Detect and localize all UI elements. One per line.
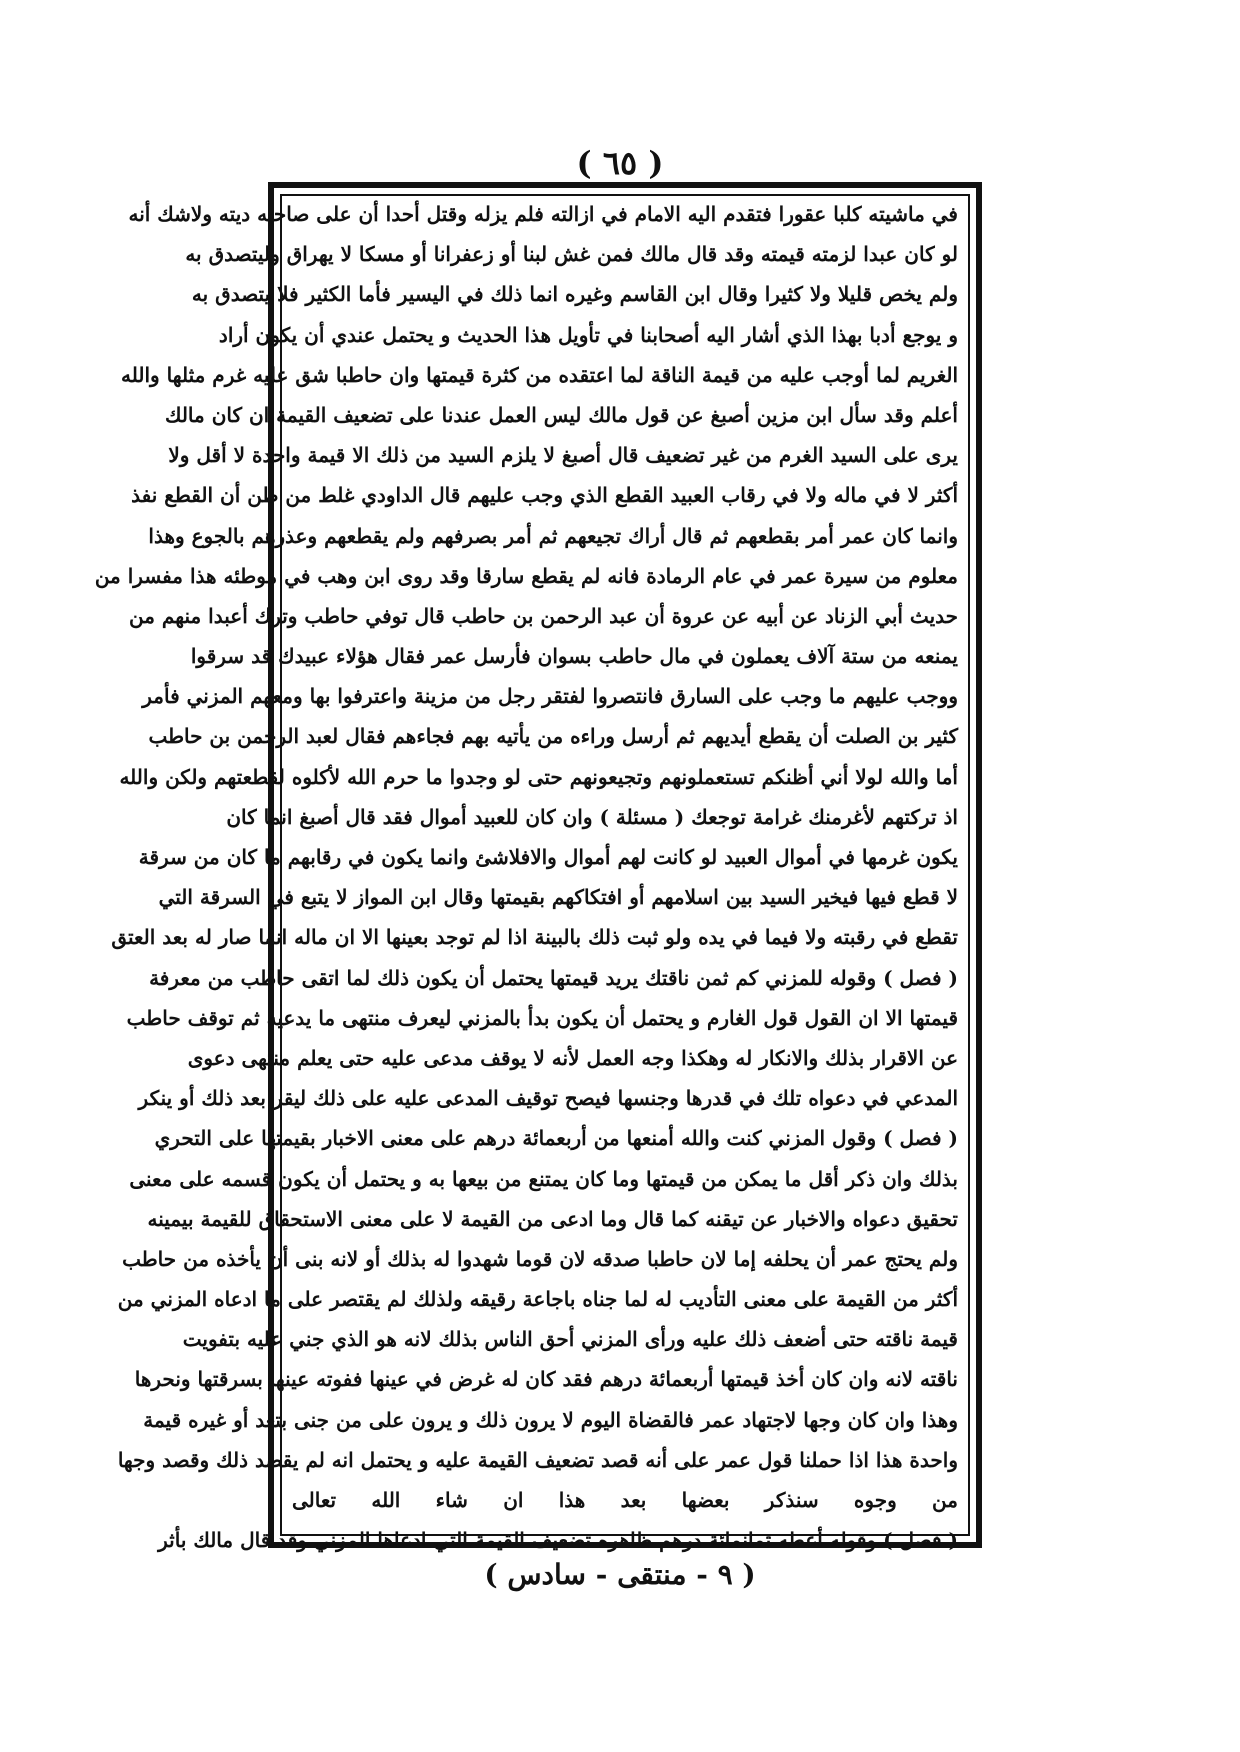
body-text: [94, 194, 958, 1560]
text-line: ولم يحتج عمر أن يحلفه إما لان حاطبا صدقه لان قوما شهدوا له بذلك أو لانه بنى أن يأخذه من حاطب: [122, 1246, 958, 1271]
text-line: تقطع في رقبته ولا فيما في يده ولو ثبت ذلك بالبينة اذا لم توجد بعينها الا ان ماله انما صار له بعد العتق: [111, 925, 958, 950]
text-line: ( فصل ) وقوله للمزني كم ثمن ناقتك يريد قيمتها يحتمل أن يكون ذلك لما اتقى حاطب من معرفة: [149, 965, 958, 990]
text-line: واحدة هذا اذا حملنا قول عمر على أنه قصد تضعيف القيمة عليه و يحتمل انه لم يقصد ذلك وقصد وجها: [117, 1447, 958, 1472]
text-line: قيمة ناقته حتى أضعف ذلك عليه ورأى المزني أحق الناس بذلك لانه هو الذي جني عليه بتفويت: [182, 1327, 958, 1352]
text-line: اذ تركتهم لأغرمنك غرامة توجعك ( مسئلة ) وان كان للعبيد أموال فقد قال أصبغ انما كان: [226, 804, 958, 829]
text-line: يكون غرمها في أموال العبيد لو كانت لهم أموال والافلاشئ وانما يكون في رقابهم ما كان من سرقة: [138, 845, 958, 869]
text-line: ( فصل ) وقوله أعطه ثمانمائة درهم ظاهره تضعيف القيمة التي ادعاها المزني وقد قال مالك بأثر: [158, 1528, 958, 1553]
text-line: المدعي في دعواه تلك في قدرها وجنسها فيصح توقيف المدعى عليه على ذلك ليقر بعد ذلك أو ينكر: [138, 1086, 958, 1111]
text-line: قيمتها الا ان القول قول الغارم و يحتمل أن يكون بدأ بالمزني ليعرف منتهى ما يدعيه ثم توقف حاطب: [126, 1005, 958, 1030]
text-line: لو كان عبدا لزمته قيمته وقد قال مالك فمن غش لبنا أو زعفرانا أو مسكا لا يهراق وليتصدق به: [185, 242, 958, 267]
text-line: أكثر من القيمة على معنى التأديب له لما جناه باجاعة رقيقه ولذلك لم يقتصر على ما ادعاه المزني من: [117, 1287, 958, 1312]
text-line: تحقيق دعواه والاخبار عن تيقنه كما قال وما ادعى من القيمة لا على معنى الاستحقاق للقيمة بيمينه: [147, 1206, 958, 1231]
text-line: وهذا وان كان وجها لاجتهاد عمر فالقضاة اليوم لا يرون ذلك و يرون على من جنى بتعد أو غيره قيمة: [143, 1407, 958, 1432]
text-line: يرى على السيد الغرم من غير تضعيف قال أصبغ لا يلزم السيد من ذلك الا قيمة واحدة لا أقل ولا: [168, 443, 958, 468]
text-line: ( فصل ) وقول المزني كنت والله أمنعها من أربعمائة درهم على معنى الاخبار بقيمتها على التحري: [154, 1126, 958, 1151]
text-line: بذلك وان ذكر أقل ما يمكن من قيمتها وما كان يمتنع من بيعها به و يحتمل أن يكون قسمه على معنى: [129, 1166, 958, 1191]
text-line: عن الاقرار بذلك والانكار له وهكذا وجه العمل لأنه لا يوقف مدعى عليه حتى يعلم منتهى دعوى: [187, 1045, 958, 1070]
text-line: كثير بن الصلت أن يقطع أيديهم ثم أرسل وراءه من يأتيه بهم فجاءهم فقال لعبد الرحمن بن حاطب: [148, 724, 958, 749]
text-line: أما والله لولا أني أظنكم تستعملونهم وتجيعونهم حتى لو وجدوا ما حرم الله لأكلوه لقطعتهم ولكن والله: [119, 764, 958, 789]
text-line: حديث أبي الزناد عن أبيه عن عروة أن عبد الرحمن بن حاطب قال توفي حاطب وترك أعبدا منهم من: [129, 603, 958, 628]
text-line: معلوم من سيرة عمر في عام الرمادة فانه لم يقطع سارقا وقد روى ابن وهب في موطئه هذا مفسرا من: [94, 563, 958, 588]
text-line: أكثر لا في ماله ولا في رقاب العبيد القطع الذي وجب عليهم قال الداودي غلط من ظن أن القطع نفذ: [131, 483, 958, 508]
text-frame: [94, 182, 982, 1553]
text-line: من وجوه سنذكر بعضها بعد هذا ان شاء الله تعالى: [292, 1488, 958, 1512]
text-line: الغريم لما أوجب عليه من قيمة الناقة لما اعتقده من كثرة قيمتها وان حاطبا شق عليه غرم مثلها والله: [121, 362, 958, 387]
page-number: ( ٦٥ ): [576, 144, 664, 182]
text-line: لا قطع فيها فيخير السيد بين اسلامهم أو افتكاكهم بقيمتها وقال ابن المواز لا يتبع في السرقة التي: [158, 885, 958, 910]
text-line: أعلم وقد سأل ابن مزين أصبغ عن قول مالك ليس العمل عندنا على تضعيف القيمة ان كان مالك: [164, 402, 958, 427]
text-line: يمنعه من ستة آلاف يعملون في مال حاطب بسوان فأرسل عمر فقال هؤلاء عبيدك قد سرقوا: [190, 644, 958, 669]
text-line: ووجب عليهم ما وجب على السارق فانتصروا لفتقر رجل من مزينة واعترفوا بها ومعهم المزني فأمر: [142, 684, 958, 709]
footer-signature: ( ٩ - منتقى - سادس ): [484, 1558, 756, 1591]
text-line: وانما كان عمر أمر بقطعهم ثم قال أراك تجيعهم ثم أمر بصرفهم ولم يقطعهم وعذرهم بالجوع وهذا: [148, 523, 958, 548]
text-line: ناقته لانه وان كان أخذ قيمتها أربعمائة درهم فقد كان له غرض في عينها ففوته عينها بسرقتها ونحرها: [134, 1367, 958, 1392]
text-line: ولم يخص قليلا ولا كثيرا وقال ابن القاسم وغيره انما ذلك في اليسير فأما الكثير فلا يتصدق به: [191, 282, 958, 307]
text-line: و يوجع أدبا بهذا الذي أشار اليه أصحابنا في تأويل هذا الحديث و يحتمل عندي أن يكون أراد: [218, 322, 958, 347]
text-line: في ماشيته كلبا عقورا فتقدم اليه الامام في ازالته فلم يزله وقتل أحدا أن على صاحبه ديته ولاشك أنه: [128, 202, 958, 226]
